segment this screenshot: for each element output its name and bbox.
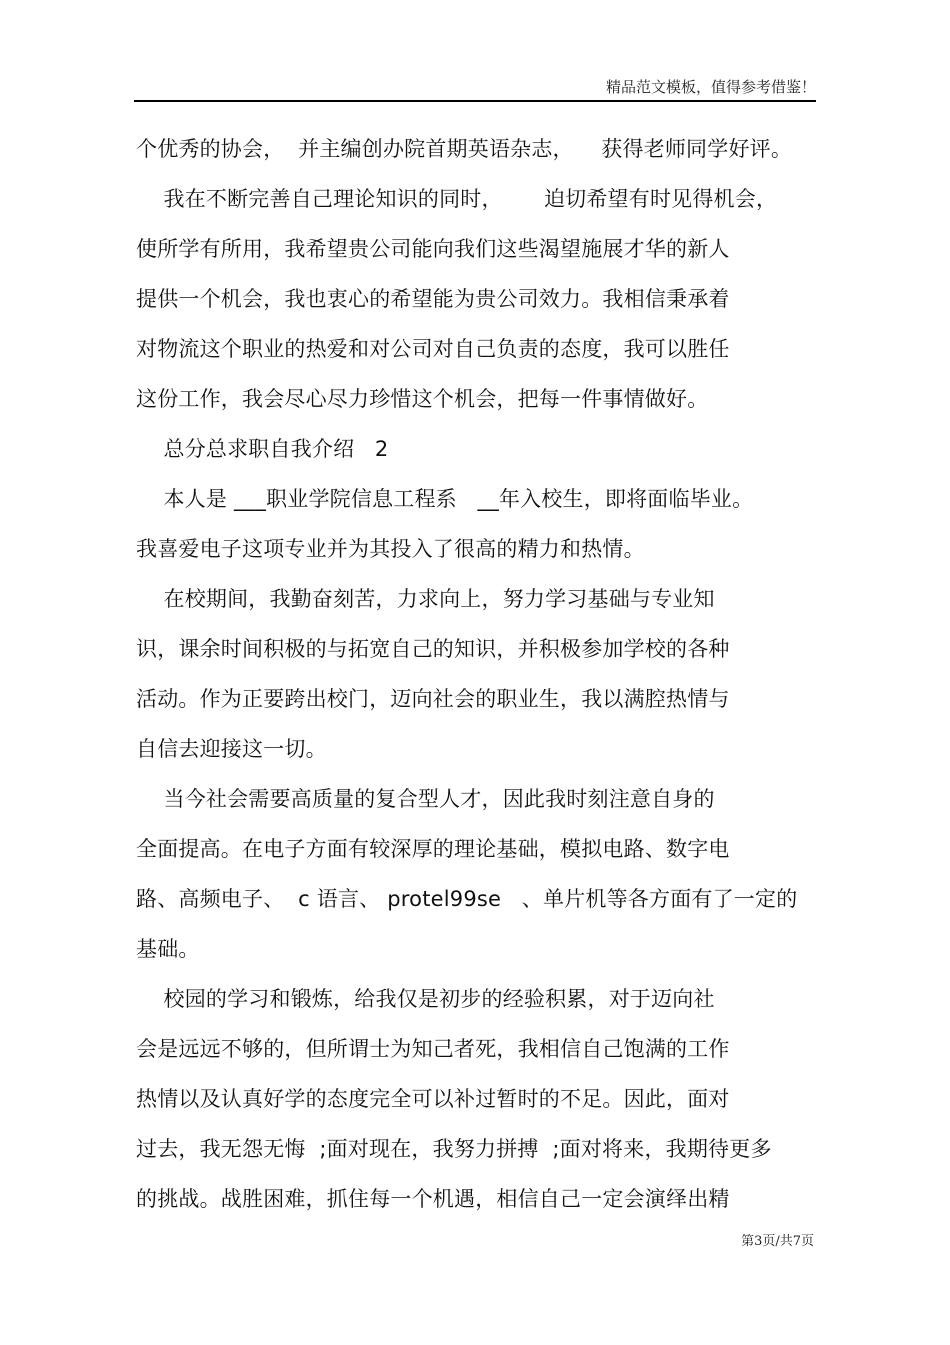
- text-line: 当今社会需要高质量的复合型人才，因此我时刻注意自身的: [136, 787, 715, 811]
- text-line: 这份工作，我会尽心尽力珍惜这个机会，把每一件事情做好。: [136, 387, 709, 411]
- text-line: 过去，我无怨无悔 ;面对现在，我努力拼搏 ;面对将来，我期待更多: [136, 1137, 772, 1161]
- text-line: 我在不断完善自己理论知识的同时， 迫切希望有时见得机会，: [136, 187, 778, 211]
- document-body: [136, 124, 826, 1224]
- text-line: 会是远远不够的，但所谓士为知己者死，我相信自己饱满的工作: [136, 1037, 730, 1061]
- page-header: 精品范文模板，值得参考借鉴！: [605, 78, 816, 96]
- text-line: 识，课余时间积极的与拓宽自己的知识，并积极参加学校的各种: [136, 637, 730, 661]
- text-line: 基础。: [136, 937, 200, 961]
- text-line: 使所学有所用，我希望贵公司能向我们这些渴望施展才华的新人: [136, 237, 730, 261]
- text-line: 路、高频电子、 c 语言、 protel99se 、单片机等各方面有了一定的: [136, 887, 798, 911]
- text-line: 提供一个机会，我也衷心的希望能为贵公司效力。我相信秉承着: [136, 287, 730, 311]
- text-line: 自信去迎接这一切。: [136, 737, 327, 761]
- text-line: 全面提高。在电子方面有较深厚的理论基础，模拟电路、数字电: [136, 837, 730, 861]
- page-number: 第3页/共7页: [741, 1234, 814, 1249]
- text-line: 本人是 ___职业学院信息工程系 __年入校生，即将面临毕业。: [136, 487, 754, 511]
- text-line: 我喜爱电子这项专业并为其投入了很高的精力和热情。: [136, 537, 645, 561]
- text-line: 对物流这个职业的热爱和对公司对自己负责的态度，我可以胜任: [136, 337, 730, 361]
- section-heading: 总分总求职自我介绍 2: [136, 437, 389, 461]
- text-line: 热情以及认真好学的态度完全可以补过暂时的不足。因此，面对: [136, 1087, 730, 1111]
- header-divider: [134, 100, 816, 102]
- text-line: 校园的学习和锻炼，给我仅是初步的经验积累，对于迈向社: [136, 987, 715, 1011]
- text-line: 在校期间，我勤奋刻苦，力求向上，努力学习基础与专业知: [136, 587, 715, 611]
- text-line: 活动。作为正要跨出校门，迈向社会的职业生，我以满腔热情与: [136, 687, 730, 711]
- text-line: 个优秀的协会， 并主编创办院首期英语杂志， 获得老师同学好评。: [136, 137, 793, 161]
- text-line: 的挑战。战胜困难，抓住每一个机遇，相信自己一定会演绎出精: [136, 1187, 730, 1211]
